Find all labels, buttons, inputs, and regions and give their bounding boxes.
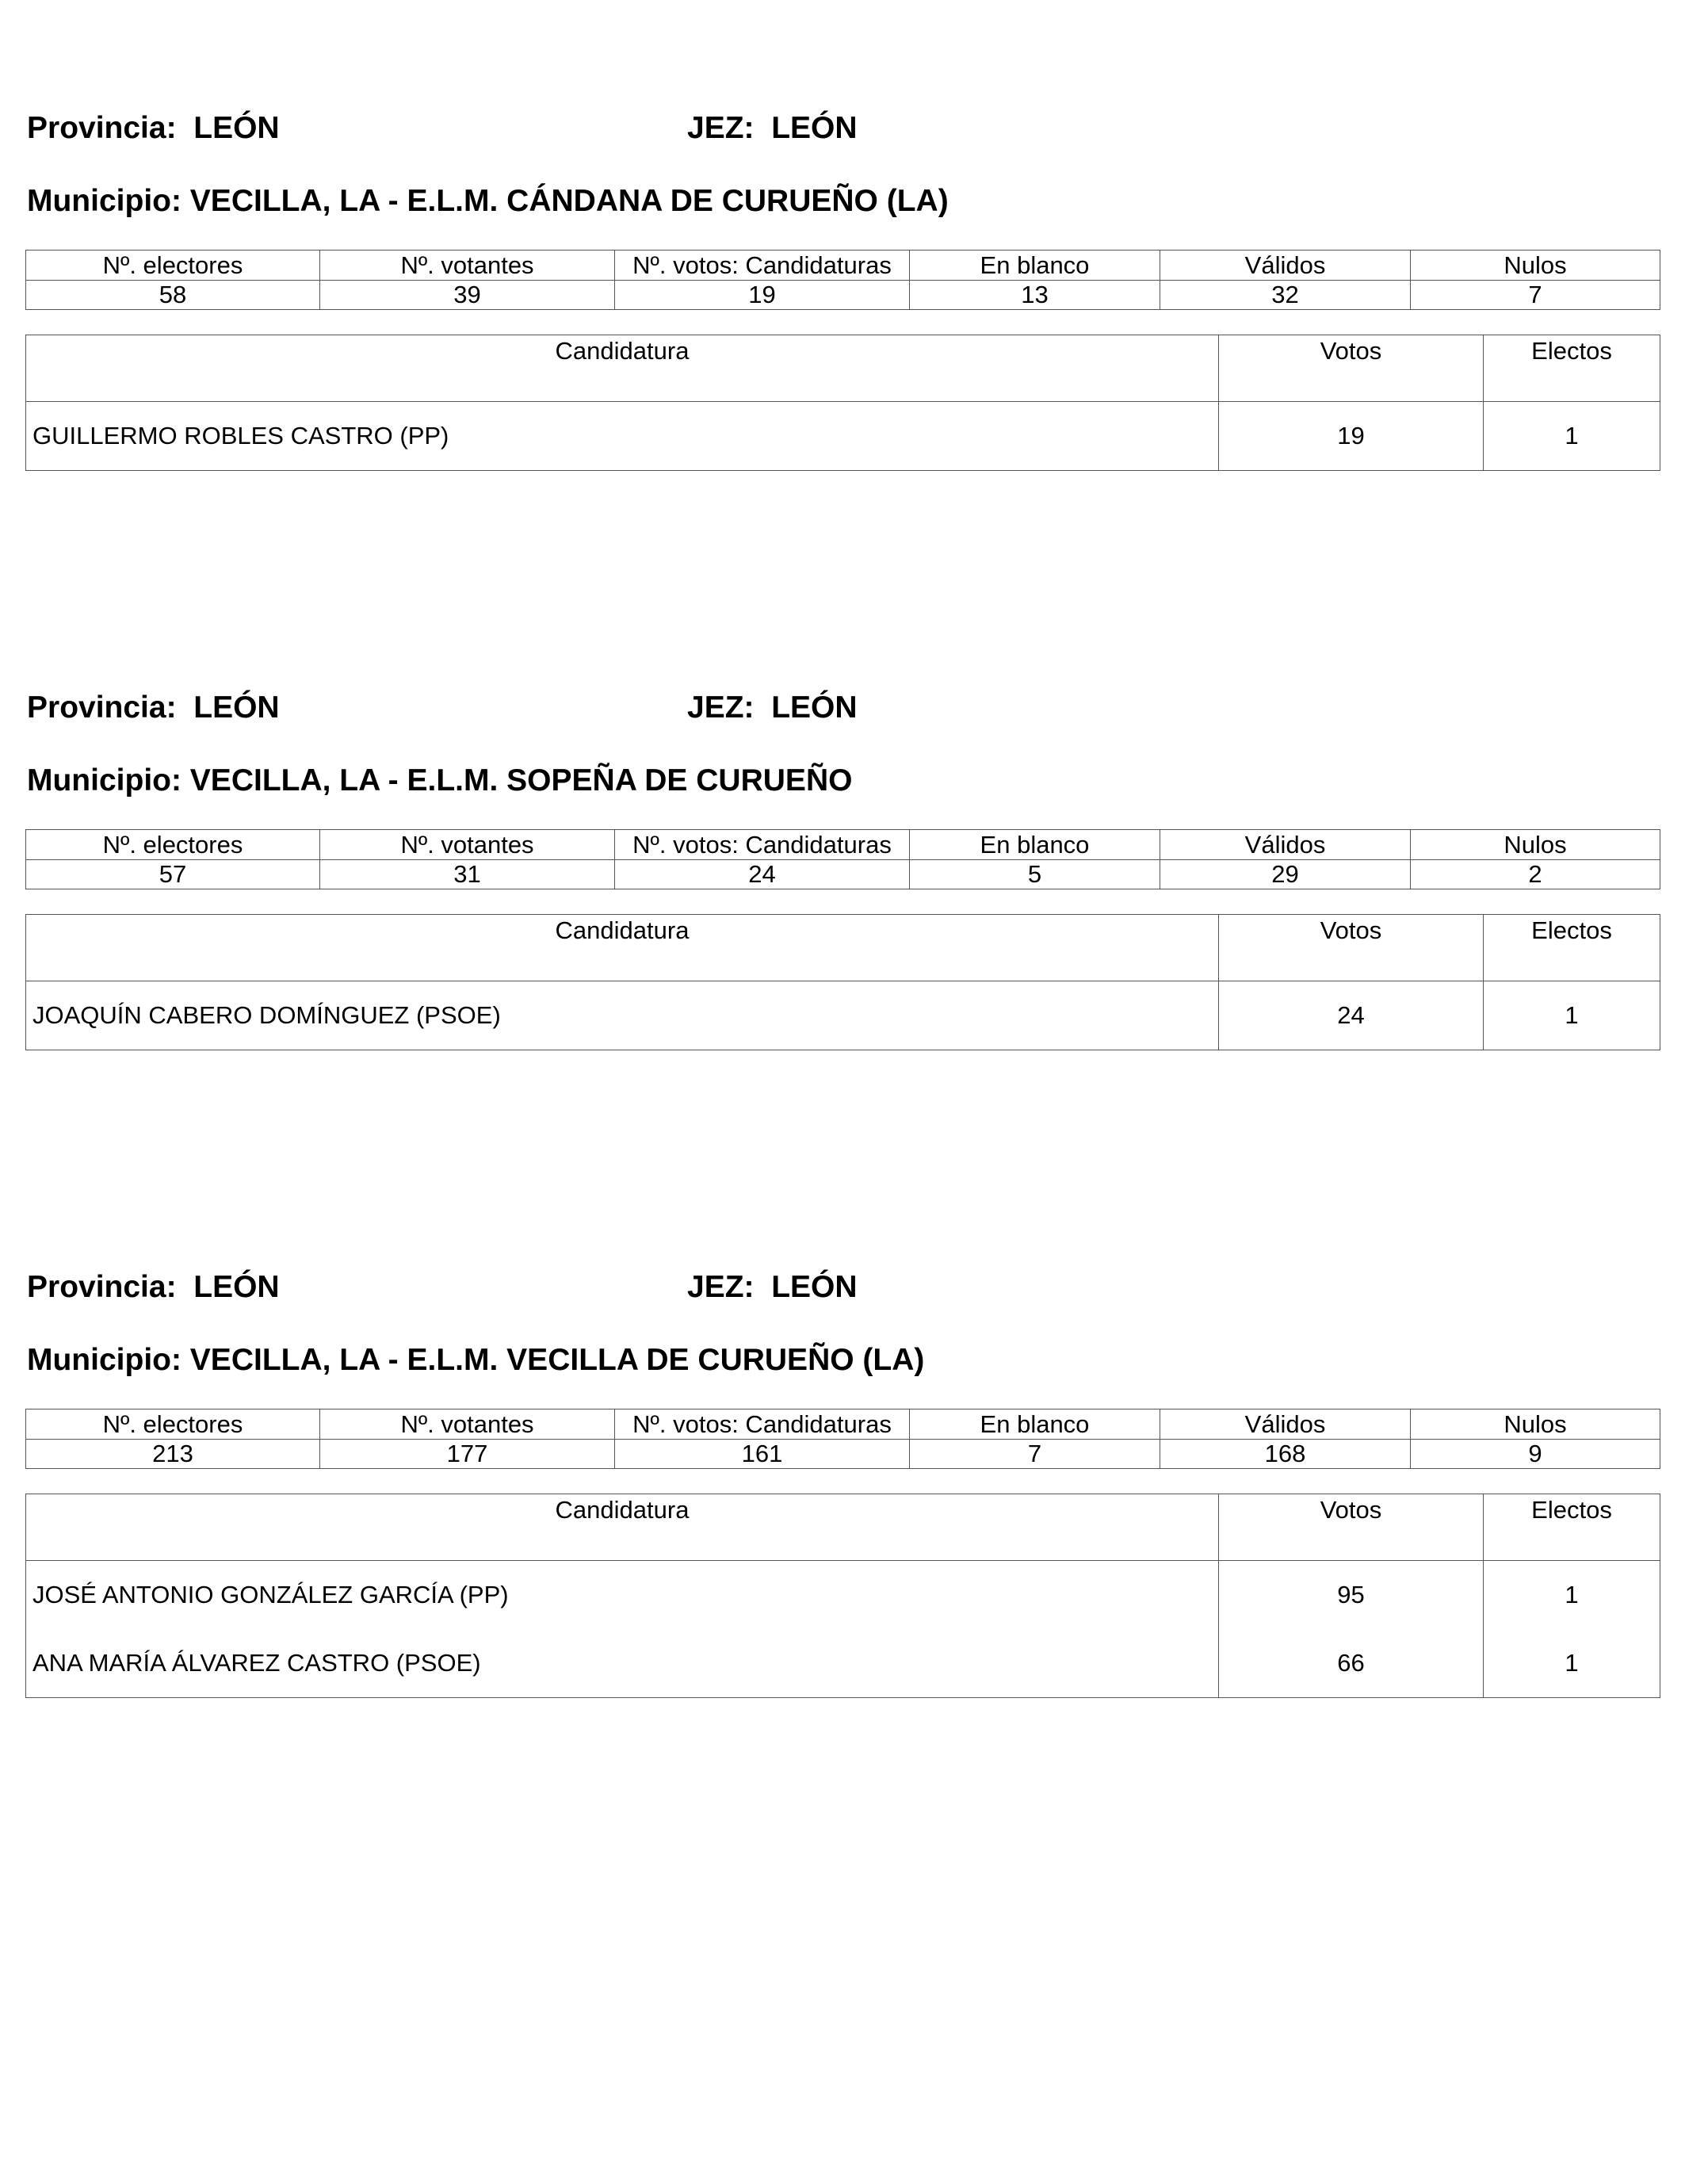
jez [687,111,858,146]
candidate-votos: 24 [1219,981,1484,1050]
stats-header-cell: Nº. votantes [320,1409,615,1440]
provincia [27,1270,280,1305]
stats-value-row [26,860,1660,889]
candidates-table [25,335,1660,471]
electos-header: Electos [1484,335,1660,402]
stats-header-cell: Nulos [1411,1409,1660,1440]
provincia [27,690,280,725]
stats-value-cell: 31 [320,860,615,889]
stats-header-cell: Nulos [1411,830,1660,860]
candidate-name: JOSÉ ANTONIO GONZÁLEZ GARCÍA (PP) [26,1561,1219,1630]
stats-value-cell: 32 [1160,281,1411,310]
stats-header-cell: En blanco [910,1409,1160,1440]
stats-header-cell: Válidos [1160,830,1411,860]
jurisdiction-header [25,111,1660,159]
stats-value-row [26,281,1660,310]
jurisdiction-header [25,690,1660,738]
votos-header: Votos [1219,335,1484,402]
stats-value-cell: 7 [1411,281,1660,310]
candidates-table [25,1494,1660,1698]
stats-value-cell: 13 [910,281,1160,310]
provincia-label: Provincia: [27,111,177,145]
candidate-votos: 95 [1219,1561,1484,1630]
electos-header: Electos [1484,1494,1660,1561]
stats-header-cell: Nº. votantes [320,830,615,860]
candidate-electos: 1 [1484,402,1660,471]
candidate-name: ANA MARÍA ÁLVAREZ CASTRO (PSOE) [26,1629,1219,1698]
stats-header-cell: Nº. electores [26,830,320,860]
stats-value-cell: 5 [910,860,1160,889]
stats-header-cell: Nº. electores [26,251,320,281]
stats-header-cell: Nulos [1411,251,1660,281]
stats-value-cell: 29 [1160,860,1411,889]
stats-header-cell: En blanco [910,251,1160,281]
vote-stats-table [25,829,1660,889]
candidate-electos: 1 [1484,1629,1660,1698]
stats-value-cell: 19 [615,281,910,310]
stats-header-cell: En blanco [910,830,1160,860]
stats-header-cell: Nº. votos: Candidaturas [615,251,910,281]
stats-value-cell: 58 [26,281,320,310]
stats-value-cell: 7 [910,1440,1160,1469]
stats-header-row [26,830,1660,860]
jez-value: LEÓN [771,111,858,145]
jez [687,690,858,725]
candidate-row [26,402,1660,471]
stats-value-cell: 39 [320,281,615,310]
provincia [27,111,280,146]
stats-header-row [26,251,1660,281]
stats-header-cell: Válidos [1160,1409,1411,1440]
provincia-value: LEÓN [193,1270,280,1304]
provincia-value: LEÓN [193,690,280,725]
stats-value-cell: 213 [26,1440,320,1469]
stats-value-cell: 24 [615,860,910,889]
stats-header-cell: Nº. votos: Candidaturas [615,830,910,860]
stats-value-cell: 168 [1160,1440,1411,1469]
municipio-title: Municipio: VECILLA, LA - E.L.M. VECILLA DE CURUEÑO (LA) [27,1343,925,1377]
stats-value-cell: 9 [1411,1440,1660,1469]
provincia-value: LEÓN [193,111,280,145]
jurisdiction-header [25,1270,1660,1318]
candidate-row [26,1561,1660,1630]
candidate-name: GUILLERMO ROBLES CASTRO (PP) [26,402,1219,471]
candidatura-header: Candidatura [26,335,1219,402]
candidatura-header: Candidatura [26,915,1219,981]
candidate-electos: 1 [1484,1561,1660,1630]
vote-stats-table [25,250,1660,310]
candidate-row [26,981,1660,1050]
jez-label: JEZ: [687,111,755,145]
stats-header-row [26,1409,1660,1440]
provincia-label: Provincia: [27,1270,177,1304]
jez-label: JEZ: [687,690,755,725]
candidates-table [25,914,1660,1050]
candidates-header-row [26,915,1660,981]
provincia-label: Provincia: [27,690,177,725]
vote-stats-table [25,1409,1660,1469]
candidate-votos: 19 [1219,402,1484,471]
votos-header: Votos [1219,1494,1484,1561]
stats-value-row [26,1440,1660,1469]
candidate-electos: 1 [1484,981,1660,1050]
jez-value: LEÓN [771,690,858,725]
candidate-row [26,1629,1660,1698]
candidates-header-row [26,1494,1660,1561]
jez-value: LEÓN [771,1270,858,1304]
stats-value-cell: 57 [26,860,320,889]
stats-value-cell: 2 [1411,860,1660,889]
stats-header-cell: Nº. votantes [320,251,615,281]
candidatura-header: Candidatura [26,1494,1219,1561]
stats-value-cell: 177 [320,1440,615,1469]
stats-header-cell: Nº. votos: Candidaturas [615,1409,910,1440]
candidate-votos: 66 [1219,1629,1484,1698]
votos-header: Votos [1219,915,1484,981]
municipio-title: Municipio: VECILLA, LA - E.L.M. CÁNDANA DE CURUEÑO (LA) [27,184,949,218]
jez [687,1270,858,1305]
electos-header: Electos [1484,915,1660,981]
candidates-header-row [26,335,1660,402]
jez-label: JEZ: [687,1270,755,1304]
stats-header-cell: Nº. electores [26,1409,320,1440]
stats-header-cell: Válidos [1160,251,1411,281]
candidate-name: JOAQUÍN CABERO DOMÍNGUEZ (PSOE) [26,981,1219,1050]
stats-value-cell: 161 [615,1440,910,1469]
municipio-title: Municipio: VECILLA, LA - E.L.M. SOPEÑA DE CURUEÑO [27,763,853,797]
